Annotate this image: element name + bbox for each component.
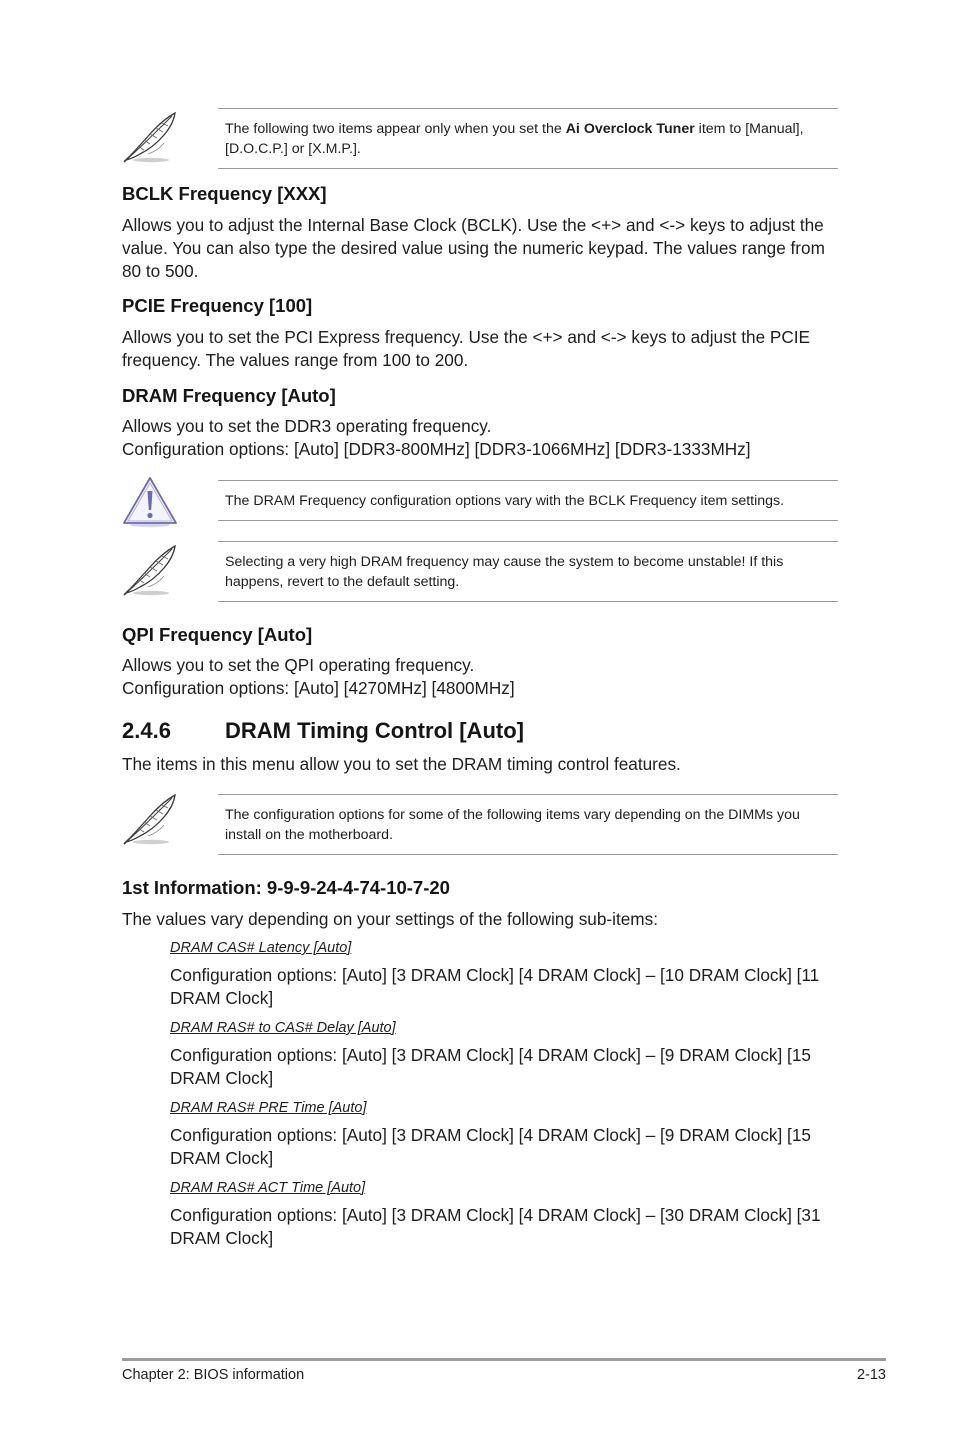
pcie-frequency-description: Allows you to set the PCI Express frequency. Use the <+> and <-> keys to adjust the PCIE frequency. The values range from 100 to 200.	[122, 327, 811, 370]
sub-item-options: Configuration options: [Auto] [3 DRAM Clock] [4 DRAM Clock] – [9 DRAM Clock] [15 DRAM Clock]	[170, 1045, 811, 1088]
note-box	[218, 541, 838, 602]
note-text: Selecting a very high DRAM frequency may cause the system to become unstable! If this happens, revert to the default setting.	[225, 553, 784, 590]
footer-divider	[122, 1358, 886, 1361]
bclk-frequency-heading: BCLK Frequency [XXX]	[122, 183, 327, 204]
first-information-description: The values vary depending on your settings of the following sub-items:	[122, 909, 658, 929]
note-box	[218, 794, 838, 855]
note-text	[218, 119, 838, 159]
feather-quill-icon	[120, 792, 180, 848]
sub-item-title: DRAM RAS# PRE Time [Auto]	[170, 1100, 367, 1116]
section-number: 2.4.6	[122, 718, 171, 743]
note-text: The configuration options for some of the following items vary depending on the DIMMs you install on the motherboard.	[225, 806, 800, 843]
sub-item-options: Configuration options: [Auto] [3 DRAM Clock] [4 DRAM Clock] – [30 DRAM Clock] [31 DRAM Clock]	[170, 1205, 821, 1248]
sub-item-title: DRAM RAS# to CAS# Delay [Auto]	[170, 1020, 396, 1036]
qpi-frequency-options: Configuration options: [Auto] [4270MHz] [4800MHz]	[122, 678, 515, 698]
section-heading	[122, 718, 524, 744]
warning-triangle-icon	[120, 475, 180, 531]
note-text-part: The following two items appear only when you set the	[225, 120, 566, 137]
qpi-frequency-description	[122, 654, 834, 700]
first-information-heading: 1st Information: 9-9-9-24-4-74-10-7-20	[122, 877, 450, 898]
sub-item-title: DRAM CAS# Latency [Auto]	[170, 940, 352, 956]
pcie-frequency-heading: PCIE Frequency [100]	[122, 295, 313, 316]
note-text-part: item to [Manual], [D.O.C.P.] or [X.M.P.].	[225, 120, 804, 157]
caution-text: The DRAM Frequency configuration options vary with the BCLK Frequency item settings.	[225, 492, 785, 509]
footer-page-number: 2-13	[856, 1367, 886, 1383]
sub-item-options: Configuration options: [Auto] [3 DRAM Clock] [4 DRAM Clock] – [9 DRAM Clock] [15 DRAM Clock]	[170, 1125, 811, 1168]
footer-chapter-label: Chapter 2: BIOS information	[122, 1367, 305, 1383]
sub-item-options: Configuration options: [Auto] [3 DRAM Clock] [4 DRAM Clock] – [10 DRAM Clock] [11 DRAM Clock]	[170, 965, 820, 1008]
caution-box	[218, 480, 838, 521]
feather-quill-icon	[120, 543, 180, 599]
section-intro: The items in this menu allow you to set the DRAM timing control features.	[122, 754, 681, 774]
qpi-frequency-line: Allows you to set the QPI operating frequency.	[122, 655, 475, 675]
note-text-bold: Ai Overclock Tuner	[565, 120, 695, 137]
dram-frequency-heading: DRAM Frequency [Auto]	[122, 385, 336, 406]
note-box	[218, 108, 838, 169]
section-title: DRAM Timing Control [Auto]	[225, 718, 524, 743]
dram-frequency-description	[122, 415, 834, 461]
sub-item-title: DRAM RAS# ACT Time [Auto]	[170, 1180, 366, 1196]
feather-quill-icon	[120, 110, 180, 166]
bclk-frequency-description: Allows you to adjust the Internal Base Clock (BCLK). Use the <+> and <-> keys to adjust the value. You can also type the desired value using the numeric keypad. The values range from 80 to 500.	[122, 215, 825, 281]
dram-frequency-options: Configuration options: [Auto] [DDR3-800MHz] [DDR3-1066MHz] [DDR3-1333MHz]	[122, 439, 751, 459]
qpi-frequency-heading: QPI Frequency [Auto]	[122, 624, 313, 645]
dram-frequency-line: Allows you to set the DDR3 operating frequency.	[122, 416, 492, 436]
